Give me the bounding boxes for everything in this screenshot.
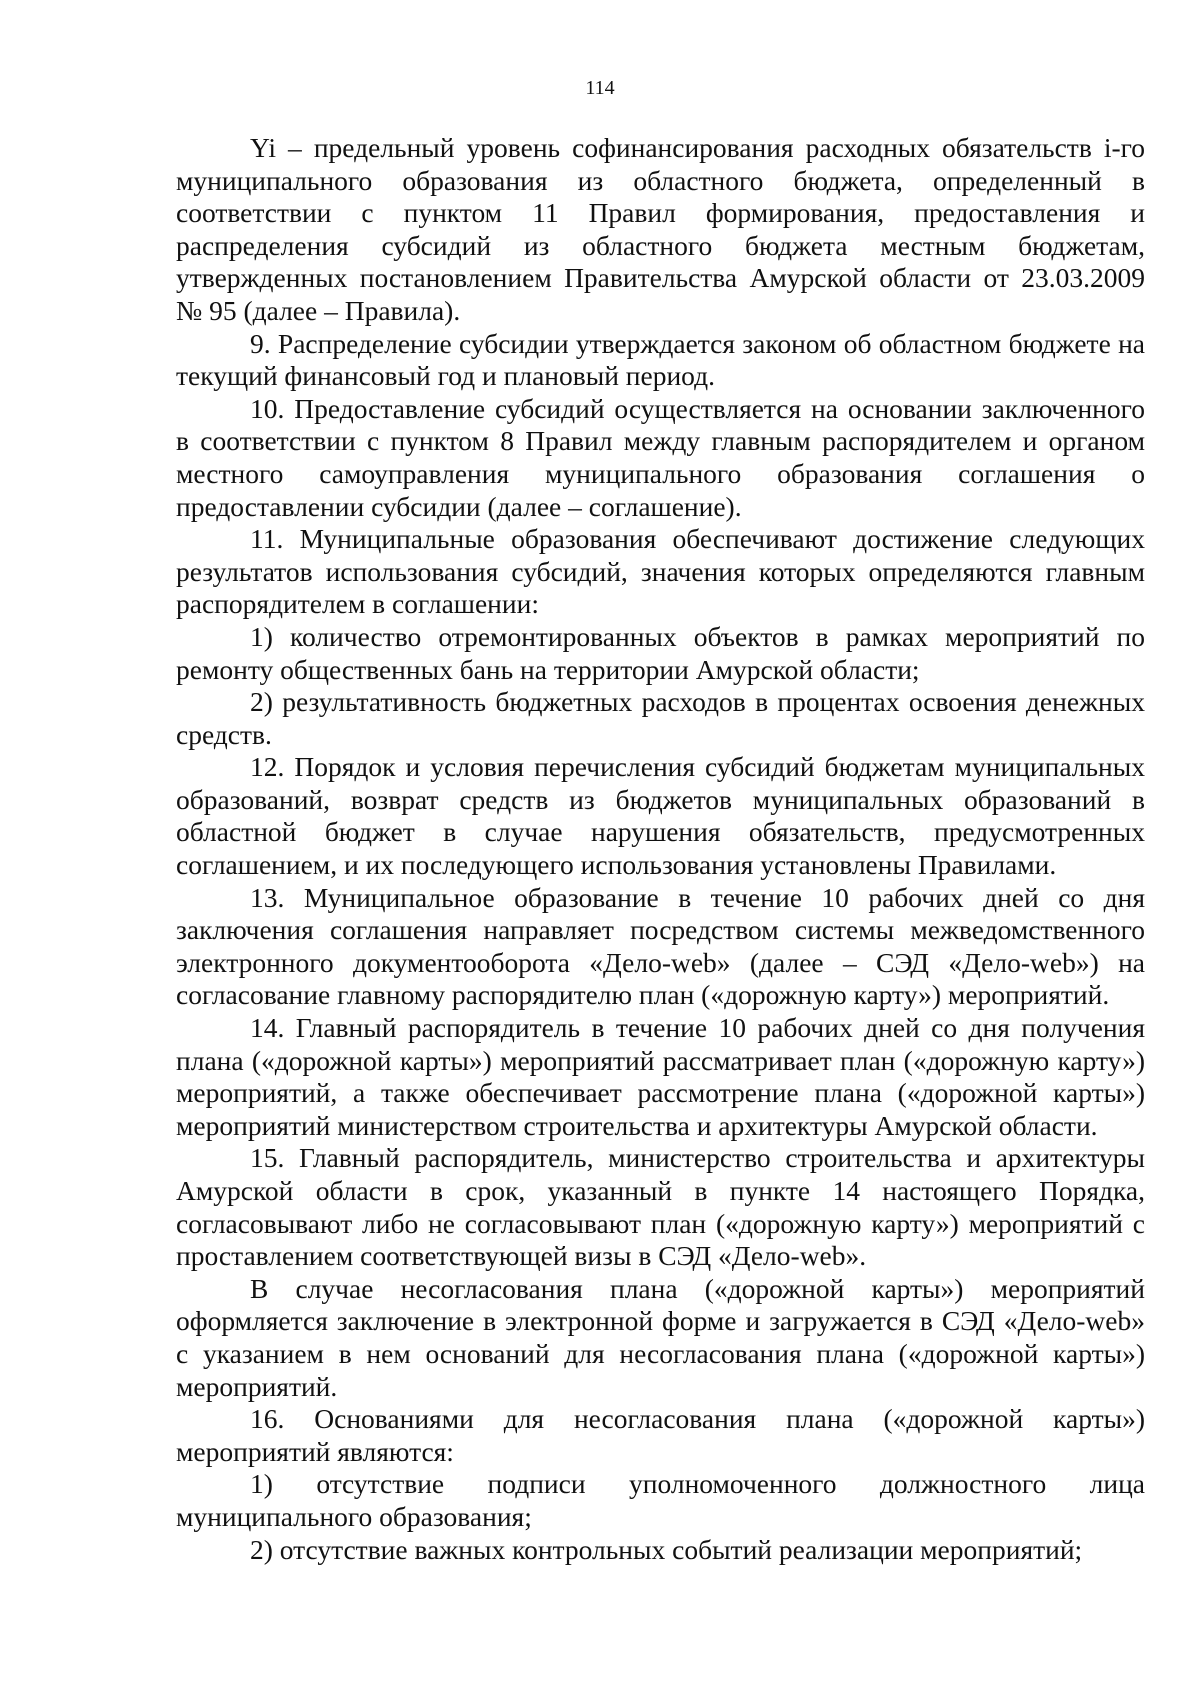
paragraph-13: 13. Муниципальное образование в течение 10 рабочих дней со дня заключения соглашения направляет посредством системы межведомственного электронного документооборота «Дело-web» (далее – СЭД «Дело-web») на согласование главному распорядителю план («дорожную карту») мероприятий. [176, 881, 1145, 1011]
paragraph-11: 11. Муниципальные образования обеспечивают достижение следующих результатов использования субсидий, значения которых определяются главным распорядителем в соглашении: [176, 523, 1145, 620]
paragraph-11-item-2: 2) результативность бюджетных расходов в процентах освоения денежных средств. [176, 686, 1145, 750]
paragraph-14: 14. Главный распорядитель в течение 10 рабочих дней со дня получения плана («дорожной карты») мероприятий рассматривает план («дорожную карту») мероприятий, а также обеспечивает рассмотрение плана («дорожной карты») мероприятий министерством строительства и архитектуры Амурской области. [176, 1012, 1145, 1141]
paragraph-16: 16. Основаниями для несогласования плана («дорожной карты») мероприятий являются: [176, 1403, 1145, 1467]
paragraph-15-disagreement: В случае несогласования плана («дорожной карты») мероприятий оформляется заключение в электронной форме и загружается в СЭД «Дело-web» с указанием в нем оснований для несогласования плана («дорожной карты») мероприятий. [176, 1272, 1145, 1402]
paragraph-11-item-1: 1) количество отремонтированных объектов в рамках мероприятий по ремонту общественных бань на территории Амурской области; [176, 620, 1145, 685]
paragraph-16-item-1: 1) отсутствие подписи уполномоченного должностного лица муниципального образования; [176, 1468, 1145, 1532]
paragraph-yi-definition: Yi – предельный уровень софинансирования расходных обязательств i-го муниципального образования из областного бюджета, определенный в соответствии с пунктом 11 Правил формирования, предоставления и распределения субсидий из областного бюджета местным бюджетам, утвержденных постановлением Правительства Амурской области от 23.03.2009 № 95 (далее – Правила). [176, 132, 1145, 326]
paragraph-10: 10. Предоставление субсидий осуществляется на основании заключенного в соответствии с пунктом 8 Правил между главным распорядителем и органом местного самоуправления муниципального образования соглашения о предоставлении субсидии (далее – соглашение). [176, 392, 1145, 522]
paragraph-12: 12. Порядок и условия перечисления субсидий бюджетам муниципальных образований, возврат средств из бюджетов муниципальных образований в областной бюджет в случае нарушения обязательств, предусмотренных соглашением, и их последующего использования установлены Правилами. [176, 751, 1145, 881]
paragraph-16-item-2: 2) отсутствие важных контрольных событий реализации мероприятий; [250, 1533, 1083, 1565]
paragraph-15: 15. Главный распорядитель, министерство строительства и архитектуры Амурской области в срок, указанный в пункте 14 настоящего Порядка, согласовывают либо не согласовывают план («дорожную карту») мероприятий с проставлением соответствующей визы в СЭД «Дело-web». [176, 1142, 1145, 1272]
document-body [176, 132, 1145, 1566]
page-number: 114 [585, 77, 615, 99]
paragraph-9: 9. Распределение субсидии утверждается законом об областном бюджете на текущий финансовый год и плановый период. [176, 327, 1145, 392]
